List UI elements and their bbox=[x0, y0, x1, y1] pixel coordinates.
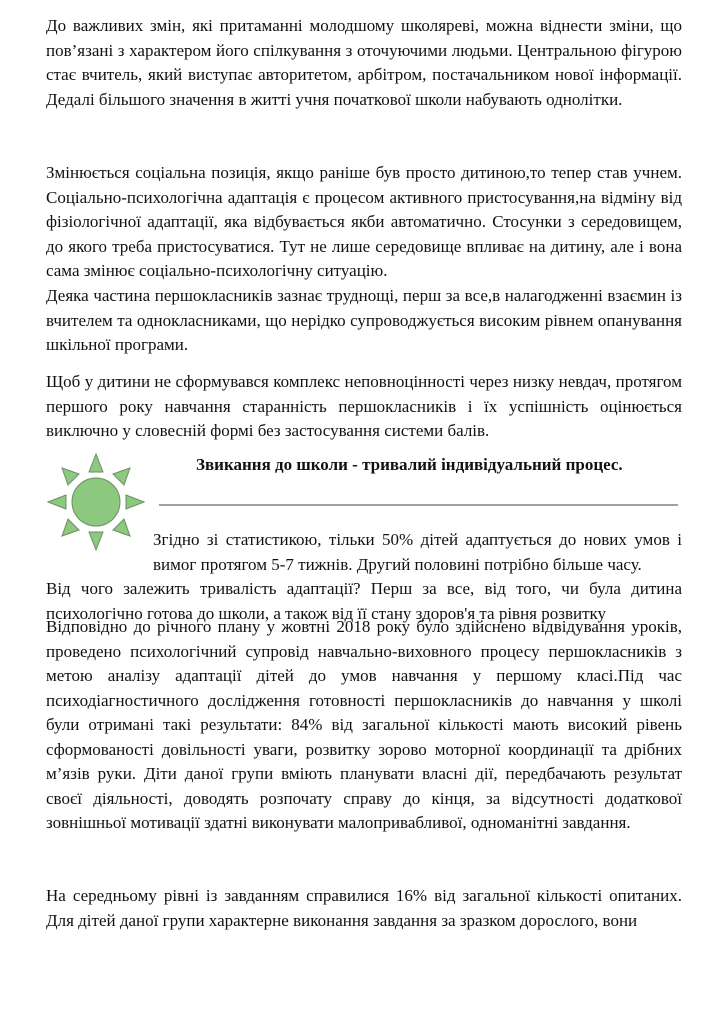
paragraph-4: Щоб у дитини не сформувався комплекс неповноцінності через низку невдач, протягом першого року навчання старанність першокласників і їх успішність оцінюється виключно у словесній формі без застосування системи балів. bbox=[46, 372, 682, 440]
paragraph-3: Деяка частина першокласників зазнає труднощі, перш за все,в налагодженні взаємин із вчителем та однокласниками, що нерідко супроводжується високим рівнем опанування шкільної програми. bbox=[46, 286, 682, 354]
paragraph-5-rest: Від чого залежить тривалість адаптації? Перш за все, від того, чи була дитина психологічно готова до школи, а також від її стану здоров'я та рівня розвитку bbox=[46, 579, 682, 623]
paragraph-2: Змінюється соціальна позиція, якщо раніше був просто дитиною,то тепер став учнем. Соціально-психологічна адаптація є процесом активного пристосування,на відміну від фізіологічної адаптації, яка відбувається якби автоматично. Стосунки з середовищем, до якого треба пристосуватися. Тут не лише середовище впливає на дитину, але і вона сама змінює соціально-психологічну ситуацію. bbox=[46, 163, 682, 280]
paragraph-7: На середньому рівні із завданням справилися 16% від загальної кількості опитаних. Для дітей даної групи характерне виконання завдання за зразком дорослого, вони bbox=[46, 886, 682, 930]
callout-block bbox=[46, 452, 682, 623]
paragraph-5-start: Згідно зі статистикою, тільки 50% дітей адаптується до нових умов і вимог протягом 5-7 тижнів. Другий половині потрібно більше часу. bbox=[153, 530, 682, 574]
divider-line bbox=[159, 504, 678, 506]
paragraph-6: Відповідно до річного плану у жовтні 2018 року було здійснено відвідування уроків, проведено психологічний супровід навчально-виховного процесу першокласників з метою аналізу адаптації дітей до умов навчання у першому класі.Під час психодіагностичного дослідження готовності першокласників до навчання у школі були отримані такі результати: 84% від загальної кількості мають високий рівень сформованості довільності уваги, розвитку зорово моторної координації та дрібних м’язів руки. Діти даної групи вміють планувати власні дії, передбачають результат своєї діяльності, доводять розпочату справу до кінця, за відсутності додаткової зовнішньої мотивації здатні виконувати малопривабливої, одноманітні завдання. bbox=[46, 617, 682, 832]
callout-heading: Звикання до школи - тривалий індивідуальний процес. bbox=[196, 455, 623, 474]
sun-icon bbox=[46, 452, 146, 552]
paragraph-1: До важливих змін, які притаманні молодшому школяреві, можна віднести зміни, що пов’язані з характером його спілкування з оточуючими людьми. Центральною фігурою стає вчитель, який виступає авторитетом, арбітром, постачальником нової інформації. Дедалі більшого значення в житті учня початкової школи набувають однолітки. bbox=[46, 16, 682, 109]
